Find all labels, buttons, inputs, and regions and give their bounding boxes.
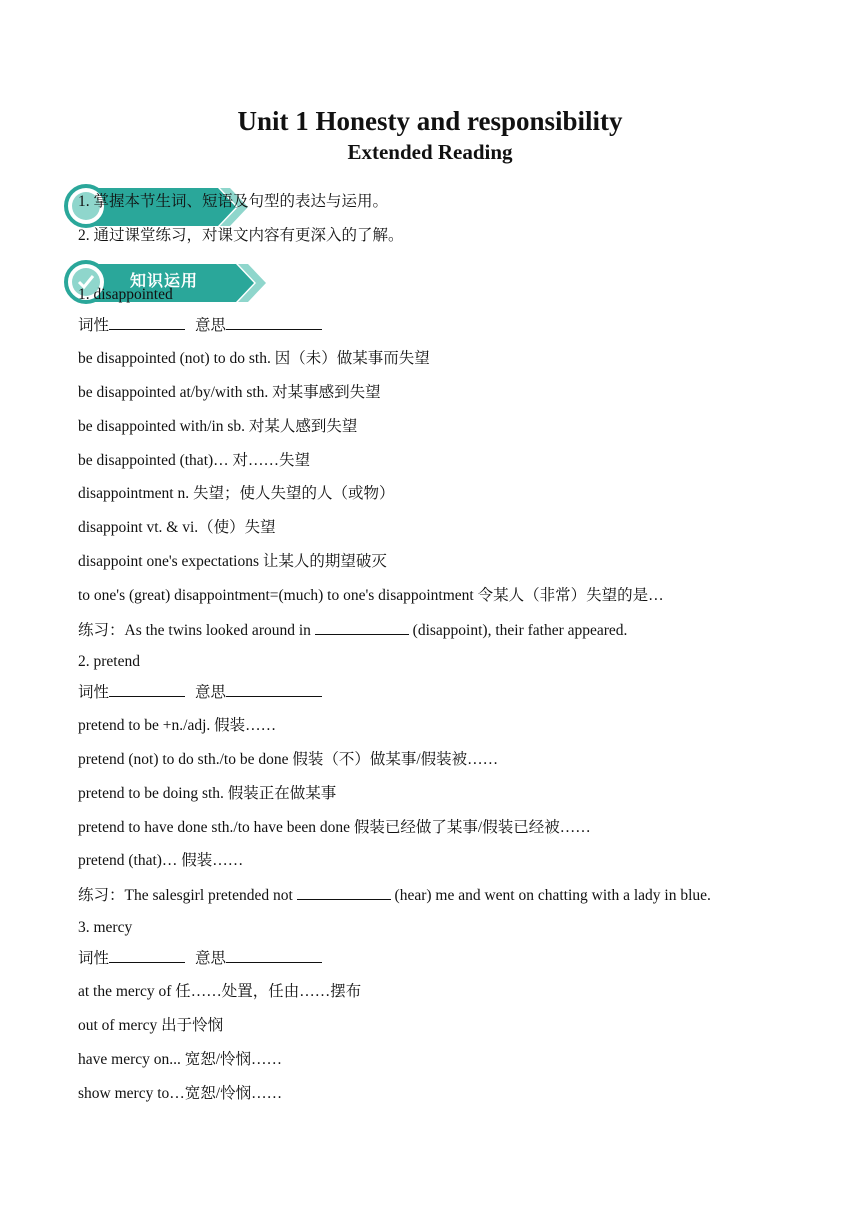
- meaning-blank: [226, 948, 322, 963]
- exercise-blank: [297, 885, 391, 900]
- page-title: Unit 1 Honesty and responsibility: [237, 106, 623, 136]
- phrase-line: show mercy to…宽恕/怜悯……: [78, 1085, 283, 1102]
- meaning-label: 意思: [195, 950, 227, 967]
- section-heading: 3. mercy: [78, 919, 133, 936]
- page-subtitle: Extended Reading: [347, 140, 513, 164]
- phrase-line: pretend to have done sth./to have been done 假装已经做了某事/假装已经被……: [78, 819, 591, 836]
- phrase-line: at the mercy of 任……处置，任由……摆布: [78, 983, 362, 1000]
- knowledge-banner-label: 知识运用: [130, 271, 199, 290]
- pos-meaning-line: [78, 682, 322, 703]
- exercise-suffix: (hear) me and went on chatting with a lady in blue.: [390, 887, 711, 904]
- meaning-blank: [226, 682, 322, 697]
- exercise-suffix: (disappoint), their father appeared.: [408, 622, 628, 639]
- phrase-line: disappoint vt. & vi.（使）失望: [78, 519, 276, 536]
- objective-line: 2. 通过课堂练习，对课文内容有更深入的了解。: [78, 227, 404, 244]
- meaning-label: 意思: [195, 684, 227, 701]
- phrase-line: be disappointed (not) to do sth. 因（未）做某事而失望: [78, 350, 430, 367]
- pos-blank: [109, 682, 185, 697]
- phrase-line: be disappointed at/by/with sth. 对某事感到失望: [78, 384, 381, 401]
- pos-blank: [109, 315, 185, 330]
- phrase-line: pretend to be +n./adj. 假装……: [78, 717, 277, 734]
- pos-meaning-line: [78, 948, 322, 969]
- phrase-line: disappoint one's expectations 让某人的期望破灭: [78, 553, 387, 570]
- exercise-prefix: 练习：As the twins looked around in: [78, 622, 315, 639]
- phrase-line: pretend (that)… 假装……: [78, 852, 244, 869]
- pos-label: 词性: [78, 684, 110, 701]
- phrase-line: be disappointed with/in sb. 对某人感到失望: [78, 418, 358, 435]
- pos-meaning-line: [78, 315, 322, 336]
- exercise-line: [78, 885, 711, 906]
- pos-label: 词性: [78, 950, 110, 967]
- phrase-line: disappointment n. 失望；使人失望的人（或物）: [78, 485, 395, 502]
- exercise-line: [78, 620, 627, 641]
- pos-blank: [109, 948, 185, 963]
- phrase-line: be disappointed (that)… 对……失望: [78, 452, 311, 469]
- exercise-blank: [315, 620, 409, 635]
- phrase-line: out of mercy 出于怜悯: [78, 1017, 224, 1034]
- section-heading: 2. pretend: [78, 653, 140, 670]
- section-heading: 1. disappointed: [78, 286, 173, 303]
- pos-label: 词性: [78, 317, 110, 334]
- exercise-prefix: 练习：The salesgirl pretended not: [78, 887, 297, 904]
- phrase-line: pretend (not) to do sth./to be done 假装（不）做某事/假装被……: [78, 751, 499, 768]
- objective-line: 1. 掌握本节生词、短语及句型的表达与运用。: [78, 193, 389, 210]
- meaning-blank: [226, 315, 322, 330]
- phrase-line: to one's (great) disappointment=(much) to one's disappointment 令某人（非常）失望的是…: [78, 587, 664, 604]
- phrase-line: pretend to be doing sth. 假装正在做某事: [78, 785, 337, 802]
- phrase-line: have mercy on... 宽恕/怜悯……: [78, 1051, 283, 1068]
- meaning-label: 意思: [195, 317, 227, 334]
